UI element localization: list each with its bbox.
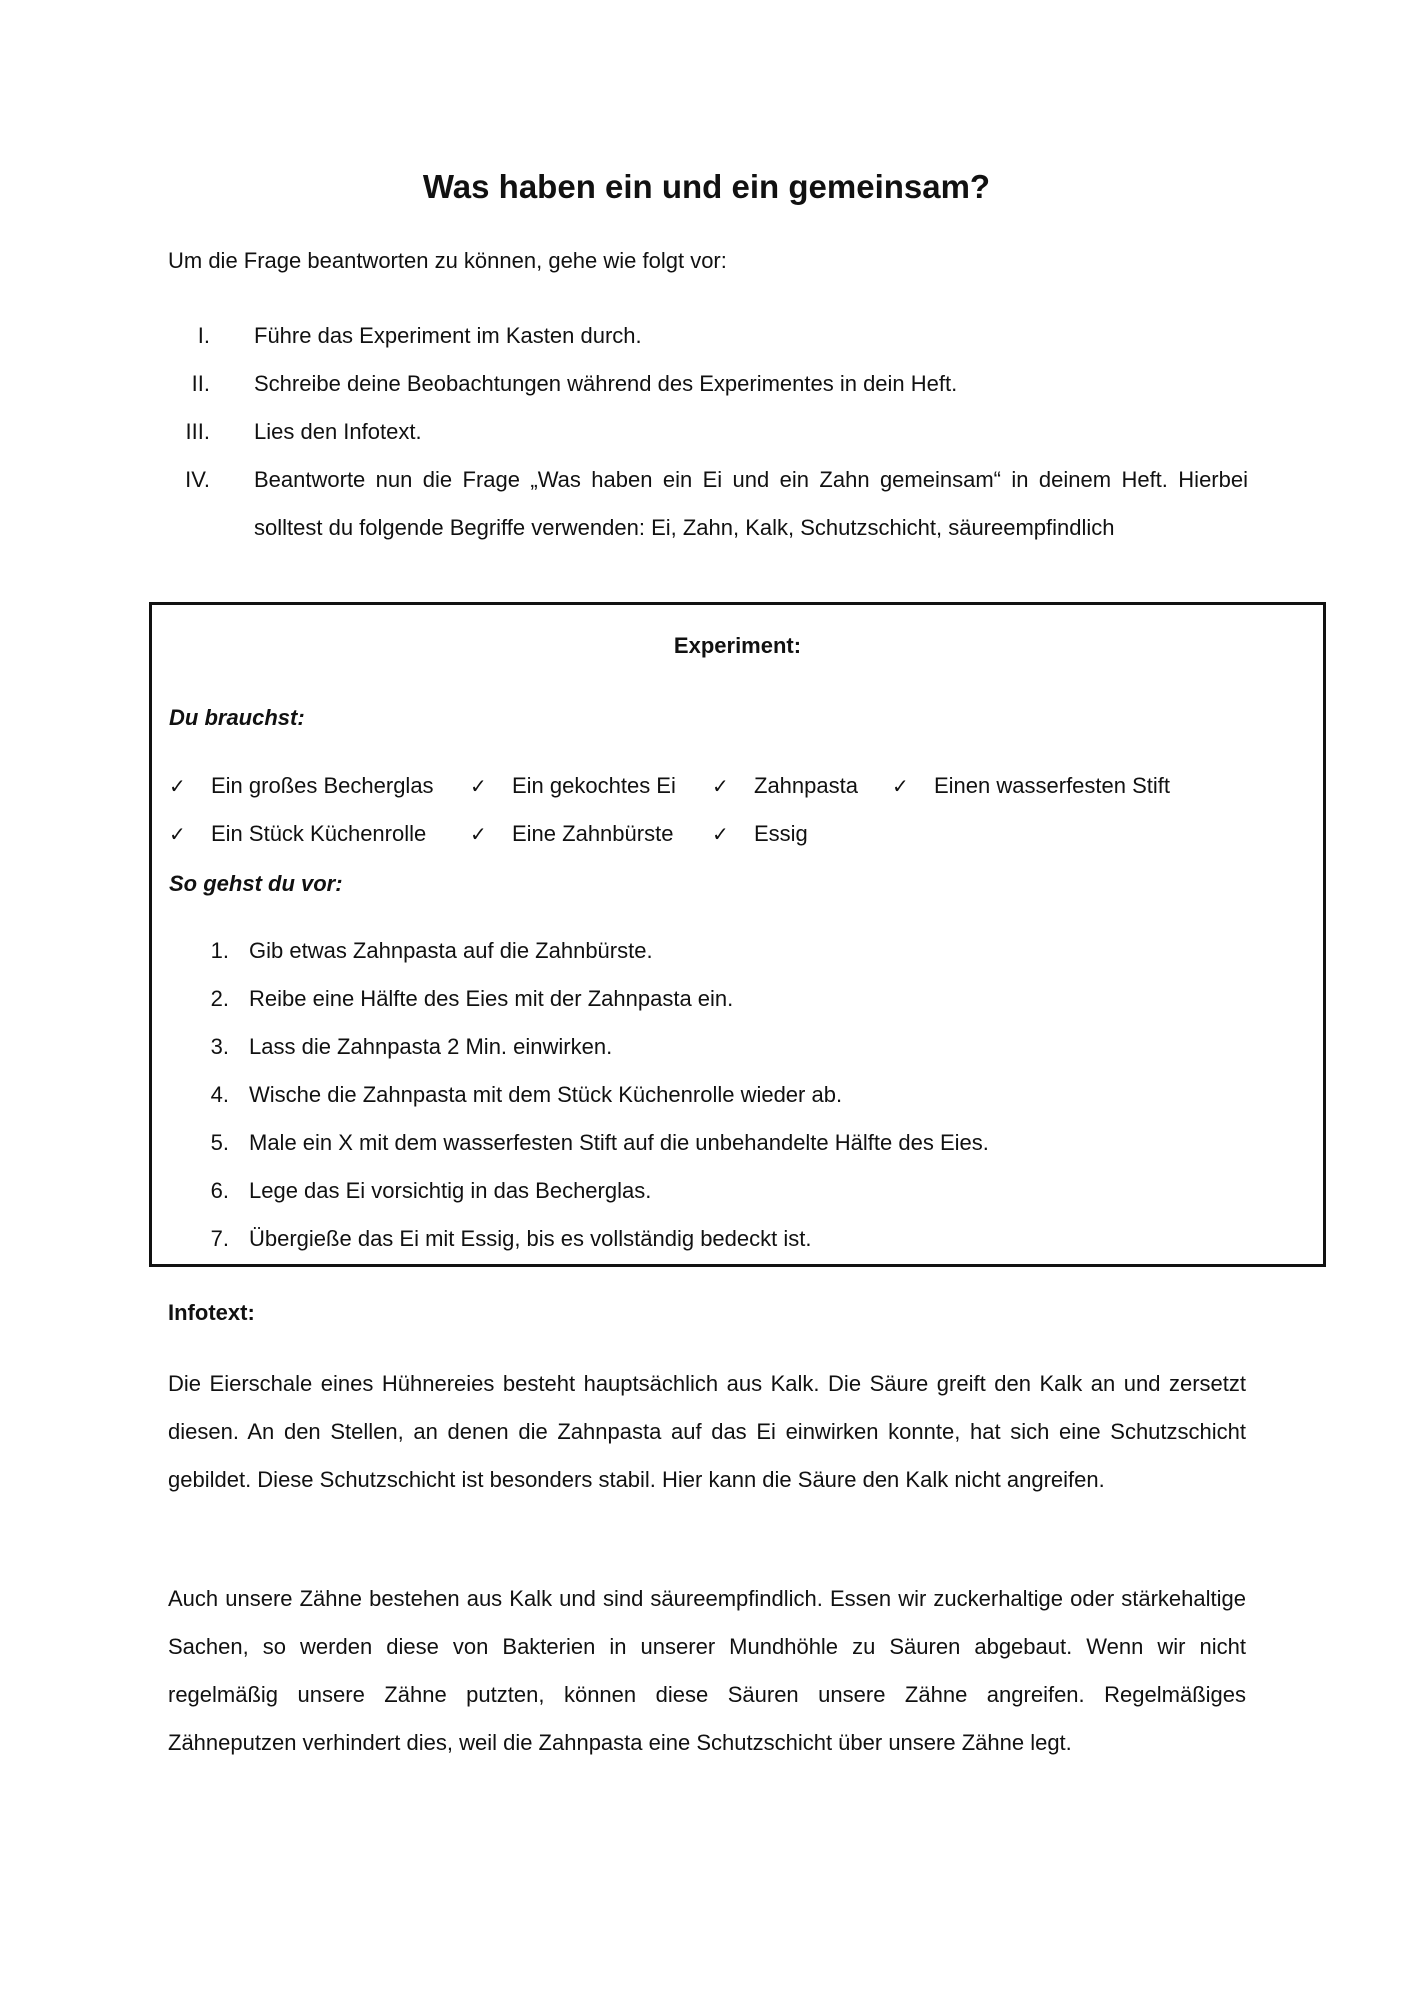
experiment-title: Experiment: xyxy=(673,633,802,658)
materials-heading: Du brauchst: xyxy=(169,705,305,730)
procedure-text: Übergieße das Ei mit Essig, bis es vollständig bedeckt ist. xyxy=(249,1226,812,1251)
procedure-number: 2. xyxy=(210,986,229,1011)
procedure-number: 3. xyxy=(210,1034,229,1059)
procedure-step xyxy=(169,975,989,1023)
experiment-box xyxy=(149,602,1326,1267)
intro-text: Um die Frage beantworten zu können, gehe wie folgt vor: xyxy=(168,248,727,273)
checkmark-icon: ✓ xyxy=(712,824,729,846)
step-text: Beantworte nun die Frage „Was haben ein Ei und ein Zahn gemeinsam“ in deinem Heft. Hierbei solltest du folgende Begriffe verwenden: Ei, Zahn, Kalk, Schutzschicht, säureempfindlich xyxy=(254,467,1248,540)
material-item xyxy=(169,821,426,847)
procedure-step xyxy=(169,1215,989,1263)
material-item xyxy=(892,773,1170,799)
step-number: III. xyxy=(185,419,210,444)
procedure-step xyxy=(169,1023,989,1071)
step-number: II. xyxy=(191,371,210,396)
procedure-number: 7. xyxy=(210,1226,229,1251)
material-text: Eine Zahnbürste xyxy=(512,821,674,846)
procedure-number: 4. xyxy=(210,1082,229,1107)
step-number: IV. xyxy=(185,467,210,492)
checkmark-icon: ✓ xyxy=(169,824,186,846)
material-item xyxy=(712,821,808,847)
procedure-list xyxy=(169,927,989,1263)
task-step xyxy=(168,456,1248,552)
checkmark-icon: ✓ xyxy=(892,776,909,798)
procedure-step xyxy=(169,1071,989,1119)
material-item xyxy=(470,821,673,847)
procedure-text: Lass die Zahnpasta 2 Min. einwirken. xyxy=(249,1034,613,1059)
procedure-step xyxy=(169,1167,989,1215)
procedure-step xyxy=(169,927,989,975)
material-item xyxy=(470,773,676,799)
task-step xyxy=(168,360,1248,408)
page-title: Was haben ein und ein gemeinsam? xyxy=(422,168,991,205)
step-text: Lies den Infotext. xyxy=(254,419,422,444)
checkmark-icon: ✓ xyxy=(169,776,186,798)
procedure-number: 5. xyxy=(210,1130,229,1155)
infotext-heading: Infotext: xyxy=(168,1300,255,1325)
material-text: Essig xyxy=(754,821,808,846)
checkmark-icon: ✓ xyxy=(712,776,729,798)
procedure-number: 6. xyxy=(210,1178,229,1203)
material-text: Ein großes Becherglas xyxy=(211,773,434,798)
procedure-text: Male ein X mit dem wasserfesten Stift auf die unbehandelte Hälfte des Eies. xyxy=(249,1130,989,1155)
procedure-number: 1. xyxy=(210,938,229,963)
material-text: Einen wasserfesten Stift xyxy=(934,773,1171,798)
step-text: Führe das Experiment im Kasten durch. xyxy=(254,323,642,348)
procedure-step xyxy=(169,1119,989,1167)
procedure-text: Gib etwas Zahnpasta auf die Zahnbürste. xyxy=(249,938,653,963)
checkmark-icon: ✓ xyxy=(470,776,487,798)
material-text: Ein Stück Küchenrolle xyxy=(211,821,427,846)
procedure-text: Lege das Ei vorsichtig in das Becherglas. xyxy=(249,1178,652,1203)
info-paragraph: Die Eierschale eines Hühnereies besteht hauptsächlich aus Kalk. Die Säure greift den Kalk an und zersetzt diesen. An den Stellen, an denen die Zahnpasta auf das Ei einwirken konnte, hat sich eine Schutzschicht gebildet. Diese Schutzschicht ist besonders stabil. Hier kann die Säure den Kalk nicht angreifen. xyxy=(168,1371,1246,1492)
task-steps-list xyxy=(168,312,1248,552)
checkmark-icon: ✓ xyxy=(470,824,487,846)
procedure-text: Reibe eine Hälfte des Eies mit der Zahnpasta ein. xyxy=(249,986,734,1011)
task-step xyxy=(168,312,1248,360)
step-number: I. xyxy=(197,323,210,348)
procedure-text: Wische die Zahnpasta mit dem Stück Küchenrolle wieder ab. xyxy=(249,1082,843,1107)
material-text: Ein gekochtes Ei xyxy=(512,773,676,798)
info-paragraph: Auch unsere Zähne bestehen aus Kalk und sind säureempfindlich. Essen wir zuckerhaltige oder stärkehaltige Sachen, so werden diese von Bakterien in unserer Mundhöhle zu Säuren abgebaut. Wenn wir nicht regelmäßig unsere Zähne putzten, können diese Säuren unsere Zähne angreifen. Regelmäßiges Zähneputzen verhindert dies, weil die Zahnpasta eine Schutzschicht über unsere Zähne legt. xyxy=(168,1586,1246,1755)
material-item xyxy=(712,773,858,799)
task-step xyxy=(168,408,1248,456)
procedure-heading: So gehst du vor: xyxy=(169,871,343,896)
material-item xyxy=(169,773,434,799)
material-text: Zahnpasta xyxy=(754,773,858,798)
step-text: Schreibe deine Beobachtungen während des Experimentes in dein Heft. xyxy=(254,371,958,396)
